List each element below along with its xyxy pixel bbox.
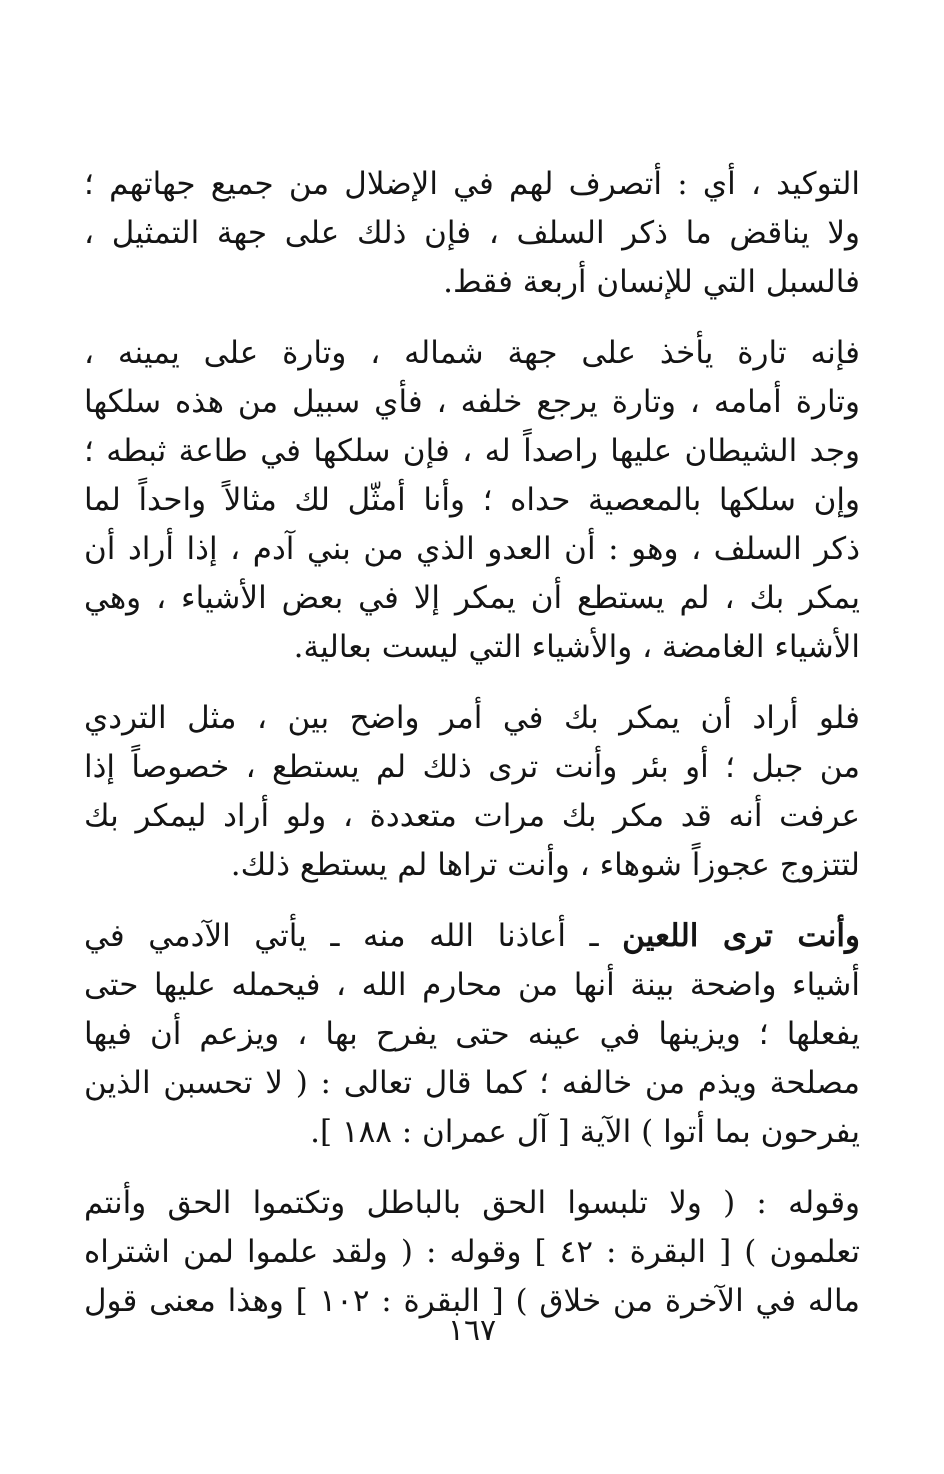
text-line	[84, 912, 860, 961]
text-line: التوكيد ، أي : أتصرف لهم في الإضلال من جميع جهاتهم ؛	[84, 166, 860, 202]
text-line: يفرحون بما أتوا ) الآية [ آل عمران : ١٨٨ ].	[310, 1114, 860, 1150]
paragraph-5	[84, 1179, 860, 1326]
text-line: فلو أراد أن يمكر بك في أمر واضح بين ، مثل التردي	[84, 700, 860, 736]
text-line: من جبل ؛ أو بئر وأنت ترى ذلك لم يستطع ، خصوصاً إذا	[84, 749, 860, 785]
text-line: ذكر السلف ، وهو : أن العدو الذي من بني آدم ، إذا أراد أن	[84, 531, 860, 567]
text-line: فالسبل التي للإنسان أربعة فقط.	[443, 264, 860, 300]
text-line: يمكر بك ، لم يستطع أن يمكر إلا في بعض الأشياء ، وهي	[84, 580, 860, 616]
text-line: الأشياء الغامضة ، والأشياء التي ليست بعالية.	[293, 629, 860, 665]
text-line: يفعلها ؛ ويزينها في عينه حتى يفرح بها ، ويزعم أن فيها	[84, 1016, 860, 1052]
page-number: ١٦٧	[447, 1313, 497, 1348]
text-line: لتتزوج عجوزاً شوهاء ، وأنت تراها لم يستطع ذلك.	[230, 847, 860, 883]
page-body	[84, 160, 860, 1348]
text-line: وقوله : ( ولا تلبسوا الحق بالباطل وتكتموا الحق وأنتم	[84, 1185, 860, 1221]
text-line: فإنه تارة يأخذ على جهة شماله ، وتارة على يمينه ،	[84, 335, 860, 371]
paragraph-1	[84, 160, 860, 307]
lead-line-rest: ـ أعاذنا الله منه ـ يأتي الآدمي في	[84, 918, 623, 954]
paragraph-4	[84, 912, 860, 1157]
text-line: عرفت أنه قد مكر بك مرات متعددة ، ولو أراد ليمكر بك	[84, 798, 860, 834]
text-line: وتارة أمامه ، وتارة يرجع خلفه ، فأي سبيل من هذه سلكها	[84, 384, 860, 420]
text-line: ولا يناقض ما ذكر السلف ، فإن ذلك على جهة التمثيل ،	[84, 215, 860, 251]
text-line: أشياء واضحة بينة أنها من محارم الله ، فيحمله عليها حتى	[84, 967, 860, 1003]
bold-lead-phrase: وأنت ترى اللعين	[622, 918, 861, 954]
text-line: وجد الشيطان عليها راصداً له ، فإن سلكها في طاعة ثبطه ؛	[84, 433, 860, 469]
text-line: تعلمون ) [ البقرة : ٤٢ ] وقوله : ( ولقد علموا لمن اشتراه	[84, 1234, 860, 1270]
text-line: ماله في الآخرة من خلاق ) [ البقرة : ١٠٢ ] وهذا معنى قول	[84, 1283, 861, 1319]
paragraph-2	[84, 329, 860, 672]
text-line: مصلحة ويذم من خالفه ؛ كما قال تعالى : ( لا تحسبن الذين	[84, 1065, 860, 1101]
paragraph-3	[84, 694, 860, 890]
text-line: وإن سلكها بالمعصية حداه ؛ وأنا أمثّل لك مثالاً واحداً لما	[84, 482, 860, 518]
